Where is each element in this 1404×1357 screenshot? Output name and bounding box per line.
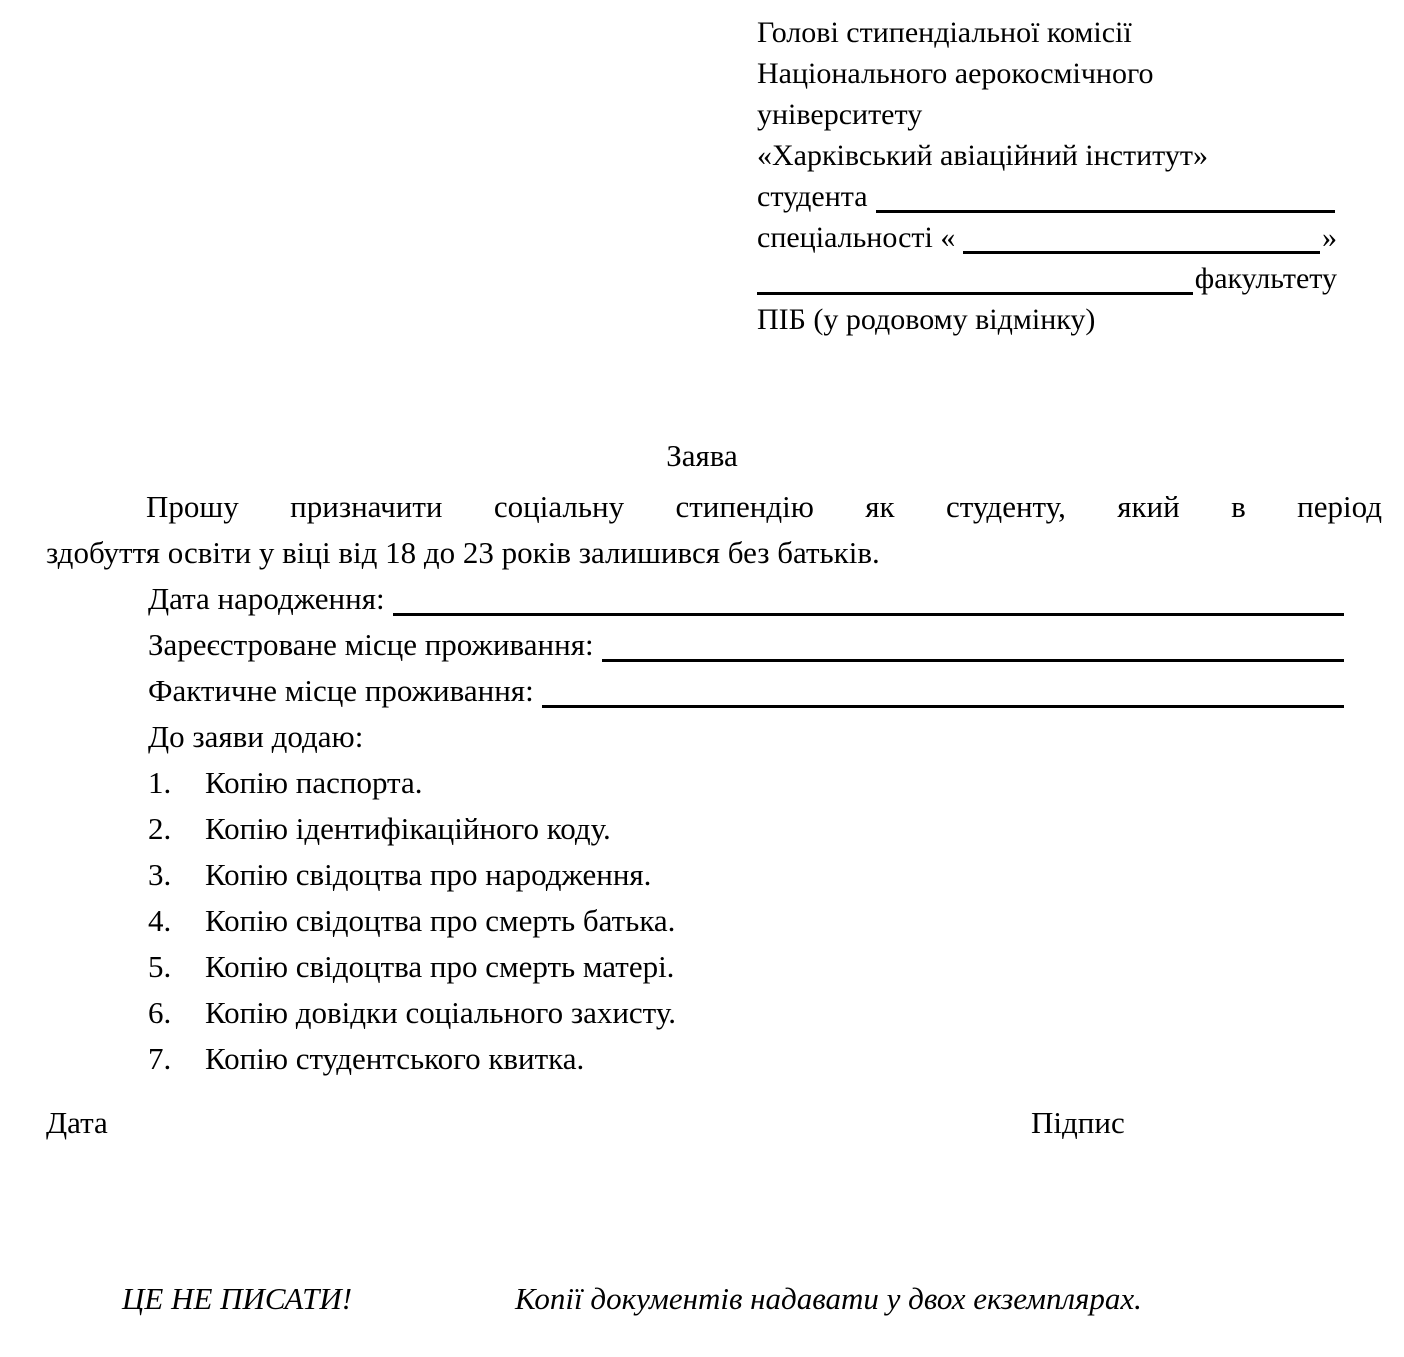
recipient-line-4: «Харківський авіаційний інститут» — [757, 139, 1208, 172]
date-label: Дата — [46, 1105, 108, 1140]
list-item — [148, 852, 1346, 898]
list-item — [148, 990, 1346, 1036]
list-item-number: 3. — [148, 857, 172, 892]
actual-address-blank — [542, 674, 1344, 708]
list-item-text: Копію паспорта. — [205, 765, 423, 800]
faculty-row — [757, 258, 1337, 299]
request-line-2: здобуття освіти у віці від 18 до 23 років залишився без батьків. — [46, 535, 880, 570]
specialty-row — [757, 217, 1337, 258]
actual-address-field — [148, 668, 1346, 714]
list-item — [148, 898, 1346, 944]
specialty-blank — [963, 224, 1320, 254]
list-item-text: Копію довідки соціального захисту. — [205, 995, 676, 1030]
list-item-number: 7. — [148, 1041, 172, 1076]
recipient-line-3: університету — [757, 98, 923, 131]
list-item — [148, 944, 1346, 990]
specialty-label: спеціальності « — [757, 221, 956, 254]
list-item-number: 5. — [148, 949, 172, 984]
list-item-text: Копію студентського квитка. — [205, 1041, 585, 1076]
list-item-number: 6. — [148, 995, 172, 1030]
specialty-close-quote: » — [1322, 221, 1337, 254]
list-item-number: 4. — [148, 903, 172, 938]
recipient-line-2: Національного аерокосмічного — [757, 57, 1154, 90]
recipient-line-1: Голові стипендіальної комісії — [757, 16, 1132, 49]
student-label: студента — [757, 180, 868, 213]
list-item-text: Копію свідоцтва про народження. — [205, 857, 652, 892]
copies-note: Копії документів надавати у двох екземплярах. — [515, 1281, 1142, 1316]
attachments-heading: До заяви додаю: — [148, 719, 364, 754]
student-name-blank — [876, 183, 1335, 213]
list-item-text: Копію свідоцтва про смерть матері. — [205, 949, 675, 984]
birth-date-blank — [393, 582, 1344, 616]
registered-address-blank — [602, 628, 1344, 662]
list-item-number: 1. — [148, 765, 172, 800]
list-item — [148, 806, 1346, 852]
list-item-number: 2. — [148, 811, 172, 846]
list-item-text: Копію свідоцтва про смерть батька. — [205, 903, 676, 938]
list-item-text: Копію ідентифікаційного коду. — [205, 811, 611, 846]
registered-address-field — [148, 622, 1346, 668]
request-paragraph — [46, 484, 1382, 576]
actual-address-label: Фактичне місце проживання: — [148, 673, 534, 708]
do-not-write-warning: ЦЕ НЕ ПИСАТИ! — [122, 1281, 353, 1316]
faculty-blank — [757, 265, 1193, 295]
recipient-block — [757, 12, 1337, 340]
signature-label: Підпис — [1031, 1105, 1125, 1140]
request-line-1: Прошу призначити соціальну стипендію як студенту, який в період — [146, 489, 1382, 524]
pib-note: ПІБ (у родовому відмінку) — [757, 303, 1096, 336]
student-name-row — [757, 176, 1337, 217]
document-title: Заява — [666, 438, 738, 473]
registered-address-label: Зареєстроване місце проживання: — [148, 627, 594, 662]
form-section — [46, 576, 1346, 1082]
list-item — [148, 1036, 1346, 1082]
birth-date-label: Дата народження: — [148, 581, 385, 616]
birth-date-field — [148, 576, 1346, 622]
list-item — [148, 760, 1346, 806]
faculty-label: факультету — [1194, 262, 1337, 295]
